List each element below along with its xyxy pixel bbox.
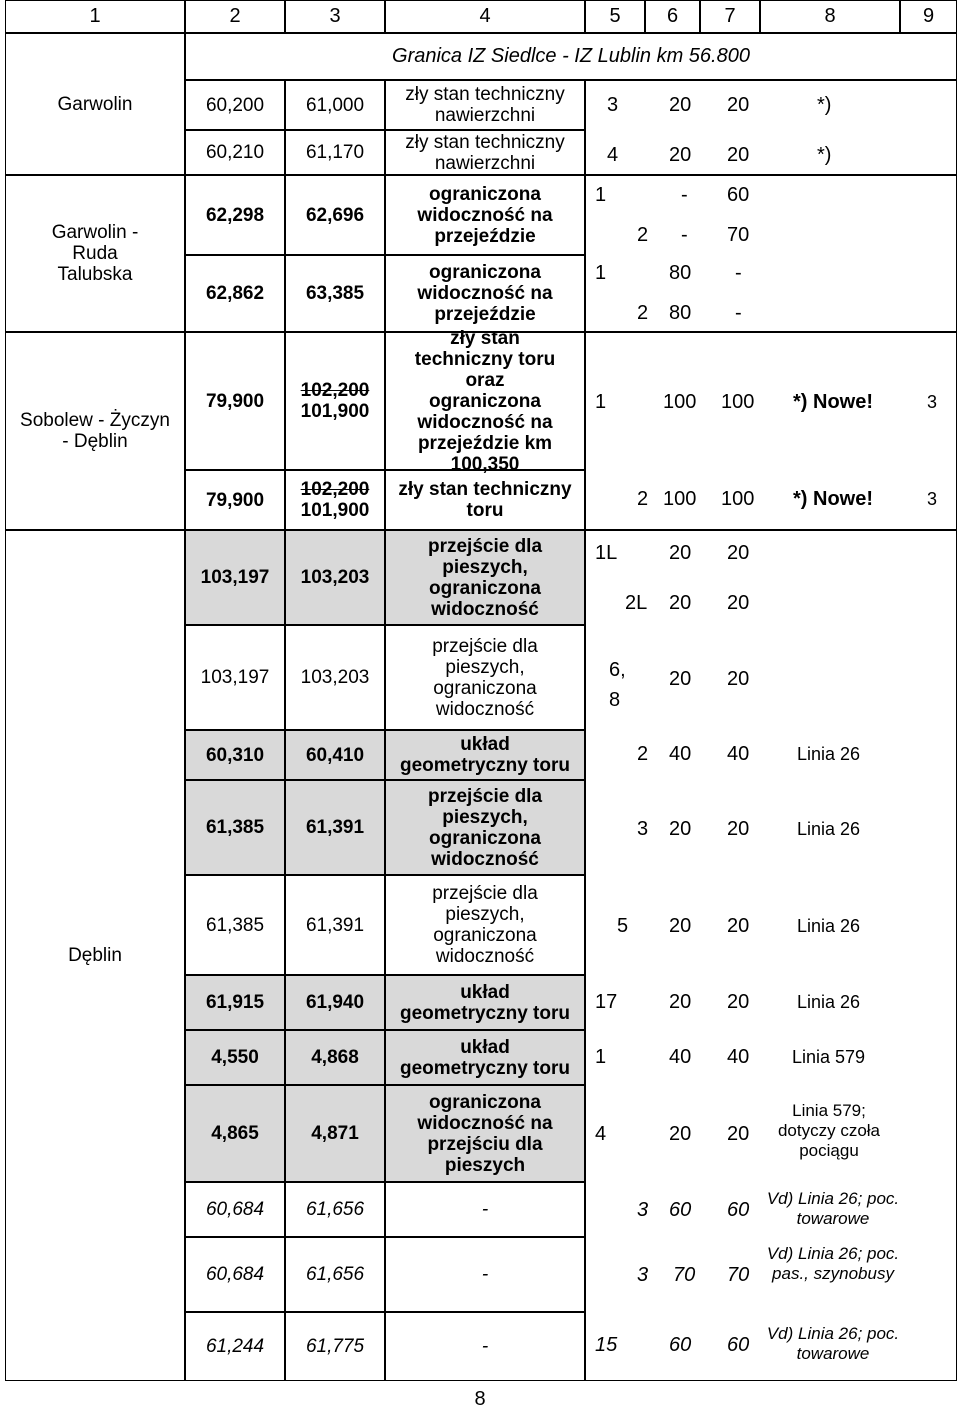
row-15-reason: - [385, 1182, 585, 1237]
row-15-note: Vd) Linia 26; poc. towarowe [766, 1189, 900, 1228]
row-3a-v-in: 60 [727, 184, 750, 206]
row-10-v-in: 20 [727, 818, 750, 840]
row-6-km-from: 79,900 [185, 470, 285, 530]
row-11-note: Linia 26 [797, 916, 861, 936]
row-10-km-from: 61,385 [185, 780, 285, 875]
row-16-km-from: 60,684 [185, 1237, 285, 1312]
row-11-v-in: 20 [727, 915, 750, 937]
row-4b-v-in: - [735, 302, 742, 324]
row-4a-track: 1 [595, 262, 607, 284]
header-col-6: 6 [645, 0, 700, 33]
row-5-category: 3 [927, 392, 938, 412]
row-15-v-in: 60 [727, 1199, 750, 1221]
row-10-v-out: 20 [669, 818, 692, 840]
row-14-km-to: 4,871 [285, 1085, 385, 1182]
row-14-km-from: 4,865 [185, 1085, 285, 1182]
row-3a-v-out: - [681, 184, 688, 206]
header-col-2: 2 [185, 0, 285, 33]
row-11-km-from: 61,385 [185, 875, 285, 975]
row-4a-v-in: - [735, 262, 742, 284]
row-5-reason: zły stan techniczny toru oraz ograniczona widoczność na przejeździe km 100,350 [385, 332, 585, 470]
row-4-reason: ograniczona widoczność na przejeździe [385, 255, 585, 332]
row-7-km-to: 103,203 [285, 530, 385, 625]
row-3b-track: 2 [637, 224, 649, 246]
row-17-reason: - [385, 1312, 585, 1381]
row-8-v-in: 20 [727, 668, 750, 690]
row-16-track: 3 [637, 1264, 649, 1286]
row-5-km-to-old: 102,200 [300, 380, 370, 401]
row-2-km-to: 61,170 [285, 130, 385, 175]
row-17-track: 15 [595, 1334, 618, 1356]
row-2-v-in: 20 [727, 144, 750, 166]
row-15-track: 3 [637, 1199, 649, 1221]
row-5-note: *) Nowe! [793, 391, 873, 413]
header-col-1: 1 [5, 0, 185, 33]
row-15-km-from: 60,684 [185, 1182, 285, 1237]
right-block-1 [585, 80, 957, 175]
row-7b-v-in: 20 [727, 592, 750, 614]
row-12-v-out: 20 [669, 991, 692, 1013]
header-col-8: 8 [760, 0, 900, 33]
row-3a-track: 1 [595, 184, 607, 206]
row-7a-v-in: 20 [727, 542, 750, 564]
row-16-v-out: 70 [673, 1264, 696, 1286]
row-13-reason: układ geometryczny toru [385, 1030, 585, 1085]
speed-restriction-table [5, 0, 957, 1381]
row-8-reason: przejście dla pieszych, ograniczona widoczność [385, 625, 585, 730]
row-13-note: Linia 579 [792, 1047, 866, 1067]
header-col-7: 7 [700, 0, 760, 33]
row-3b-v-out: - [681, 224, 688, 246]
row-10-km-to: 61,391 [285, 780, 385, 875]
row-14-v-in: 20 [727, 1123, 750, 1145]
row-3-km-from: 62,298 [185, 175, 285, 255]
row-7-reason: przejście dla pieszych, ograniczona widoczność [385, 530, 585, 625]
row-6-km-to-cell [285, 470, 385, 530]
header-col-9: 9 [900, 0, 957, 33]
row-9-km-from: 60,310 [185, 730, 285, 780]
row-3-reason: ograniczona widoczność na przejeździe [385, 175, 585, 255]
station-sobolew: Sobolew - Życzyn - Dęblin [5, 332, 185, 530]
header-col-4: 4 [385, 0, 585, 33]
row-7-km-from: 103,197 [185, 530, 285, 625]
station-garwolin: Garwolin [5, 33, 185, 175]
row-2-v-out: 20 [669, 144, 692, 166]
row-6-km-to: 101,900 [300, 500, 370, 521]
row-3-km-to: 62,696 [285, 175, 385, 255]
row-9-reason: układ geometryczny toru [385, 730, 585, 780]
row-13-km-to: 4,868 [285, 1030, 385, 1085]
row-3b-v-in: 70 [727, 224, 750, 246]
row-16-reason: - [385, 1237, 585, 1312]
row-13-v-out: 40 [669, 1046, 692, 1068]
row-5-km-to: 101,900 [300, 401, 370, 422]
row-12-km-from: 61,915 [185, 975, 285, 1030]
row-4a-v-out: 80 [669, 262, 692, 284]
row-9-km-to: 60,410 [285, 730, 385, 780]
page-number: 8 [474, 1388, 486, 1410]
row-1-km-to: 61,000 [285, 80, 385, 130]
row-1-track: 3 [607, 94, 619, 116]
row-4b-v-out: 80 [669, 302, 692, 324]
row-6-km-to-old: 102,200 [300, 479, 370, 500]
row-9-track: 2 [637, 743, 649, 765]
row-7b-track: 2L [625, 592, 648, 614]
row-5-km-to-cell [285, 332, 385, 470]
row-6-track: 2 [637, 488, 649, 510]
row-15-v-out: 60 [669, 1199, 692, 1221]
row-1-note: *) [817, 94, 832, 116]
row-17-km-from: 61,244 [185, 1312, 285, 1381]
row-12-track: 17 [595, 991, 618, 1013]
row-16-km-to: 61,656 [285, 1237, 385, 1312]
row-6-v-out: 100 [663, 488, 697, 510]
row-10-track: 3 [637, 818, 649, 840]
row-2-km-from: 60,210 [185, 130, 285, 175]
row-13-track: 1 [595, 1046, 607, 1068]
row-2-note: *) [817, 144, 832, 166]
row-11-reason: przejście dla pieszych, ograniczona widoczność [385, 875, 585, 975]
header-col-5: 5 [585, 0, 645, 33]
row-12-km-to: 61,940 [285, 975, 385, 1030]
row-11-v-out: 20 [669, 915, 692, 937]
row-8-km-to: 103,203 [285, 625, 385, 730]
row-17-km-to: 61,775 [285, 1312, 385, 1381]
station-garwolin-ruda: Garwolin - Ruda Talubska [5, 175, 185, 332]
row-11-track: 5 [617, 915, 629, 937]
row-4b-track: 2 [637, 302, 649, 324]
row-16-note: Vd) Linia 26; poc. pas., szynobusy [766, 1244, 900, 1283]
row-9-v-out: 40 [669, 743, 692, 765]
row-1-reason: zły stan techniczny nawierzchni [385, 80, 585, 130]
row-14-reason: ograniczona widoczność na przejściu dla pieszych [385, 1085, 585, 1182]
row-16-v-in: 70 [727, 1264, 750, 1286]
row-11-km-to: 61,391 [285, 875, 385, 975]
row-14-v-out: 20 [669, 1123, 692, 1145]
row-7a-v-out: 20 [669, 542, 692, 564]
row-10-note: Linia 26 [797, 819, 861, 839]
row-6-reason: zły stan techniczny toru [385, 470, 585, 530]
row-4-km-to: 63,385 [285, 255, 385, 332]
row-8-v-out: 20 [669, 668, 692, 690]
row-4-km-from: 62,862 [185, 255, 285, 332]
station-deblin: Dęblin [5, 530, 185, 1381]
row-8-track: 6, 8 [609, 659, 626, 711]
row-7b-v-out: 20 [669, 592, 692, 614]
row-12-note: Linia 26 [797, 992, 861, 1012]
row-13-km-from: 4,550 [185, 1030, 285, 1085]
row-15-km-to: 61,656 [285, 1182, 385, 1237]
row-1-v-out: 20 [669, 94, 692, 116]
row-5-v-in: 100 [721, 391, 755, 413]
row-5-track: 1 [595, 391, 607, 413]
row-13-v-in: 40 [727, 1046, 750, 1068]
row-9-v-in: 40 [727, 743, 750, 765]
row-12-reason: układ geometryczny toru [385, 975, 585, 1030]
row-8-km-from: 103,197 [185, 625, 285, 730]
header-col-3: 3 [285, 0, 385, 33]
row-17-v-in: 60 [727, 1334, 750, 1356]
row-6-v-in: 100 [721, 488, 755, 510]
section-title: Granica IZ Siedlce - IZ Lublin km 56.800 [185, 33, 957, 80]
row-5-v-out: 100 [663, 391, 697, 413]
row-12-v-in: 20 [727, 991, 750, 1013]
row-10-reason: przejście dla pieszych, ograniczona widoczność [385, 780, 585, 875]
row-2-track: 4 [607, 144, 619, 166]
row-7a-track: 1L [595, 542, 618, 564]
row-14-track: 4 [595, 1123, 607, 1145]
row-6-note: *) Nowe! [793, 488, 873, 510]
row-1-v-in: 20 [727, 94, 750, 116]
row-1-km-from: 60,200 [185, 80, 285, 130]
row-2-reason: zły stan techniczny nawierzchni [385, 130, 585, 175]
row-17-note: Vd) Linia 26; poc. towarowe [766, 1324, 900, 1363]
row-17-v-out: 60 [669, 1334, 692, 1356]
row-6-category: 3 [927, 489, 938, 509]
row-9-note: Linia 26 [797, 744, 861, 764]
row-14-note: Linia 579; dotyczy czoła pociągu [777, 1101, 881, 1160]
row-5-km-from: 79,900 [185, 332, 285, 470]
